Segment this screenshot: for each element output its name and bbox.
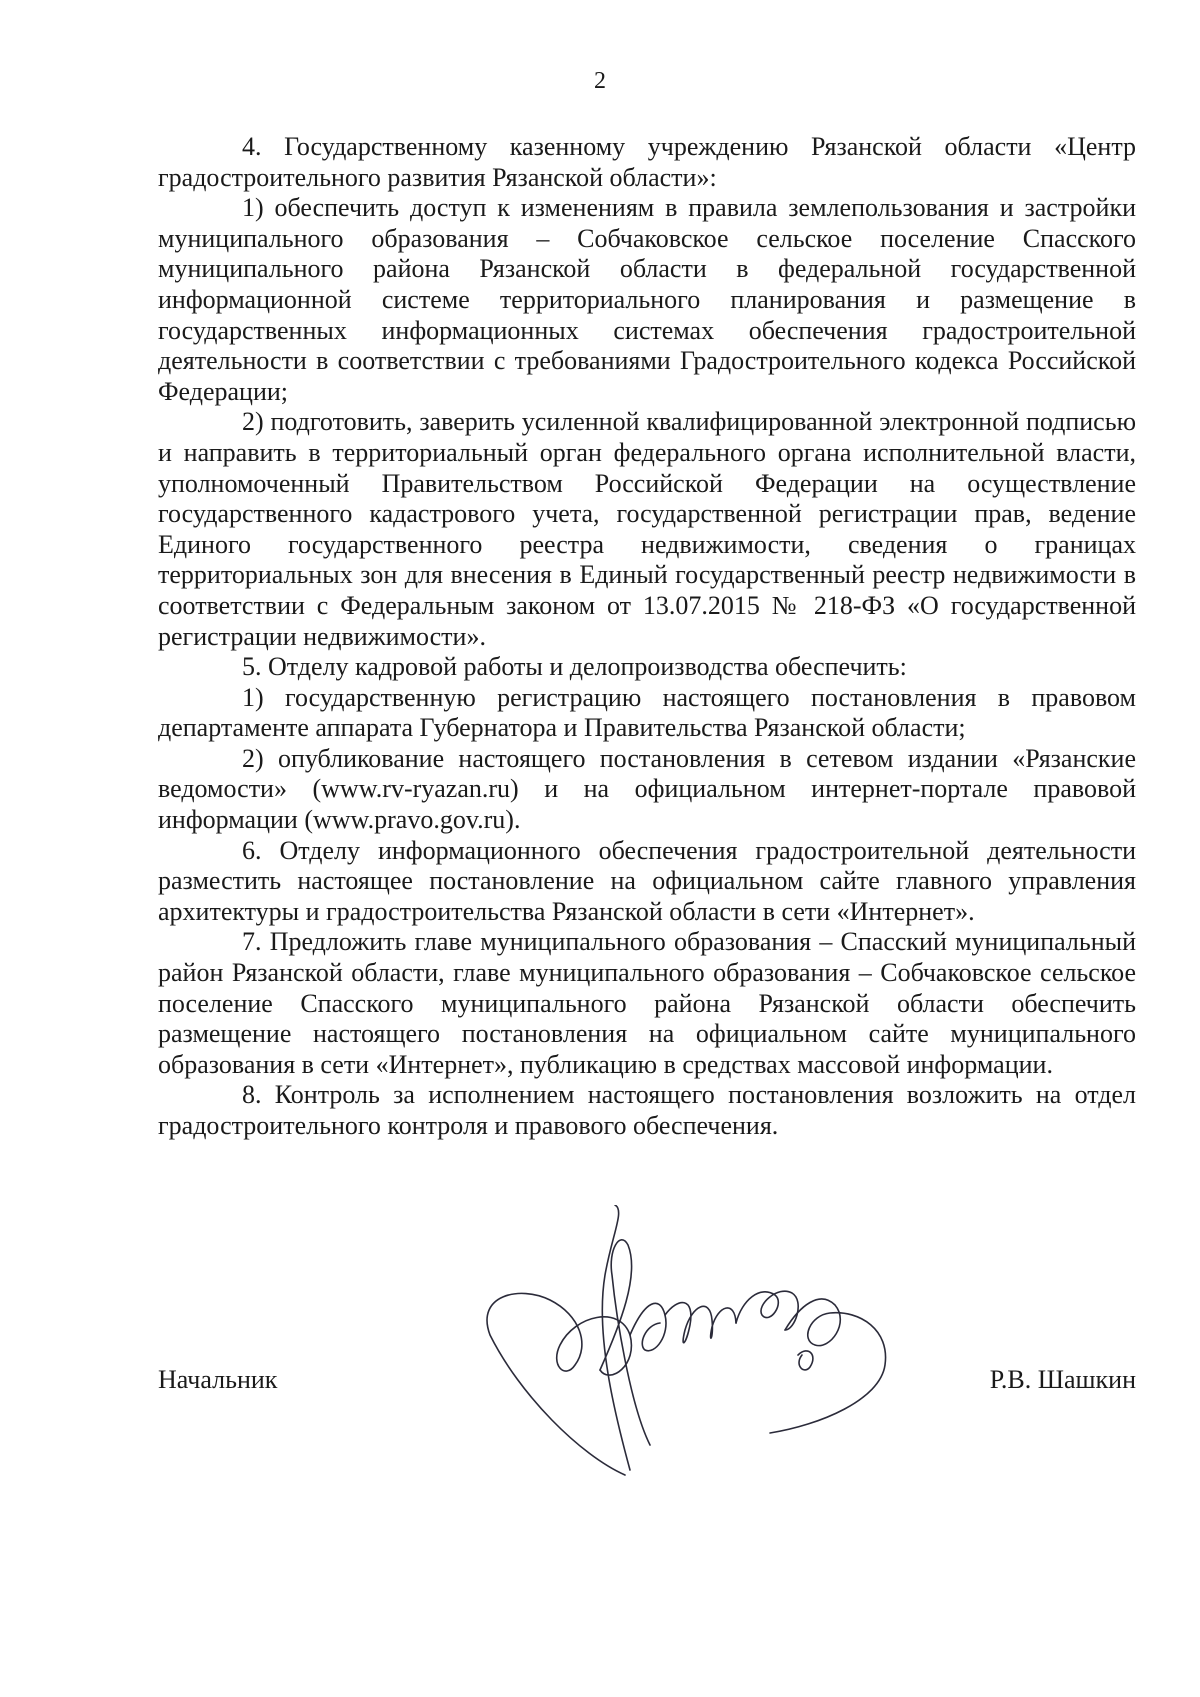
paragraph-5-1: 1) государственную регистрацию настоящего постановления в правовом департаменте аппарата Губернатора и Правительства Рязанской области; bbox=[158, 682, 1136, 743]
paragraph-5-2: 2) опубликование настоящего постановления в сетевом издании «Рязанские ведомости» (www.rv-ryazan.ru) и на официальном интернет-портале правовой информации (www.pravo.gov.ru). bbox=[158, 743, 1136, 835]
paragraph-4-1: 1) обеспечить доступ к изменениям в правила землепользования и застройки муниципального образования – Собчаковское сельское поселение Спасского муниципального района Рязанской области в федеральной государственной информационной системе территориального планирования и размещение в государственных информационных системах обеспечения градостроительной деятельности в соответствии с требованиями Градостроительного кодекса Российской Федерации; bbox=[158, 193, 1136, 406]
paragraph-4-2: 2) подготовить, заверить усиленной квалифицированной электронной подписью и направить в территориальный орган федерального органа исполнительной власти, уполномоченный Правительством Российской Федерации на осуществление государственного кадастрового учета, государственной регистрации прав, ведение Единого государственного реестра недвижимости, сведения о границах территориальных зон для внесения в Единый государственный реестр недвижимости в соответствии с Федеральным законом от 13.07.2015 № 218-ФЗ «О государственной регистрации недвижимости». bbox=[158, 407, 1136, 651]
document-body bbox=[158, 132, 1136, 1142]
paragraph-8: 8. Контроль за исполнением настоящего постановления возложить на отдел градостроительного контроля и правового обеспечения. bbox=[158, 1080, 1136, 1140]
page-number: 2 bbox=[594, 68, 606, 94]
signatory-position: Начальник bbox=[158, 1365, 278, 1394]
paragraph-5: 5. Отделу кадровой работы и делопроизводства обеспечить: bbox=[242, 652, 907, 682]
paragraph-7: 7. Предложить главе муниципального образования – Спасский муниципальный район Рязанской области, главе муниципального образования – Собчаковское сельское поселение Спасского муниципального района Рязанской области обеспечить размещение настоящего постановления на официальном сайте муниципального образования в сети «Интернет», публикацию в средствах массовой информации. bbox=[158, 927, 1136, 1079]
signatory-name: Р.В. Шашкин bbox=[989, 1365, 1136, 1394]
handwritten-signature bbox=[480, 1205, 900, 1485]
paragraph-4: 4. Государственному казенному учреждению Рязанской области «Центр градостроительного развития Рязанской области»: bbox=[158, 132, 1136, 192]
paragraph-6: 6. Отделу информационного обеспечения градостроительной деятельности разместить настоящее постановление на официальном сайте главного управления архитектуры и градостроительства Рязанской области в сети «Интернет». bbox=[158, 835, 1136, 926]
